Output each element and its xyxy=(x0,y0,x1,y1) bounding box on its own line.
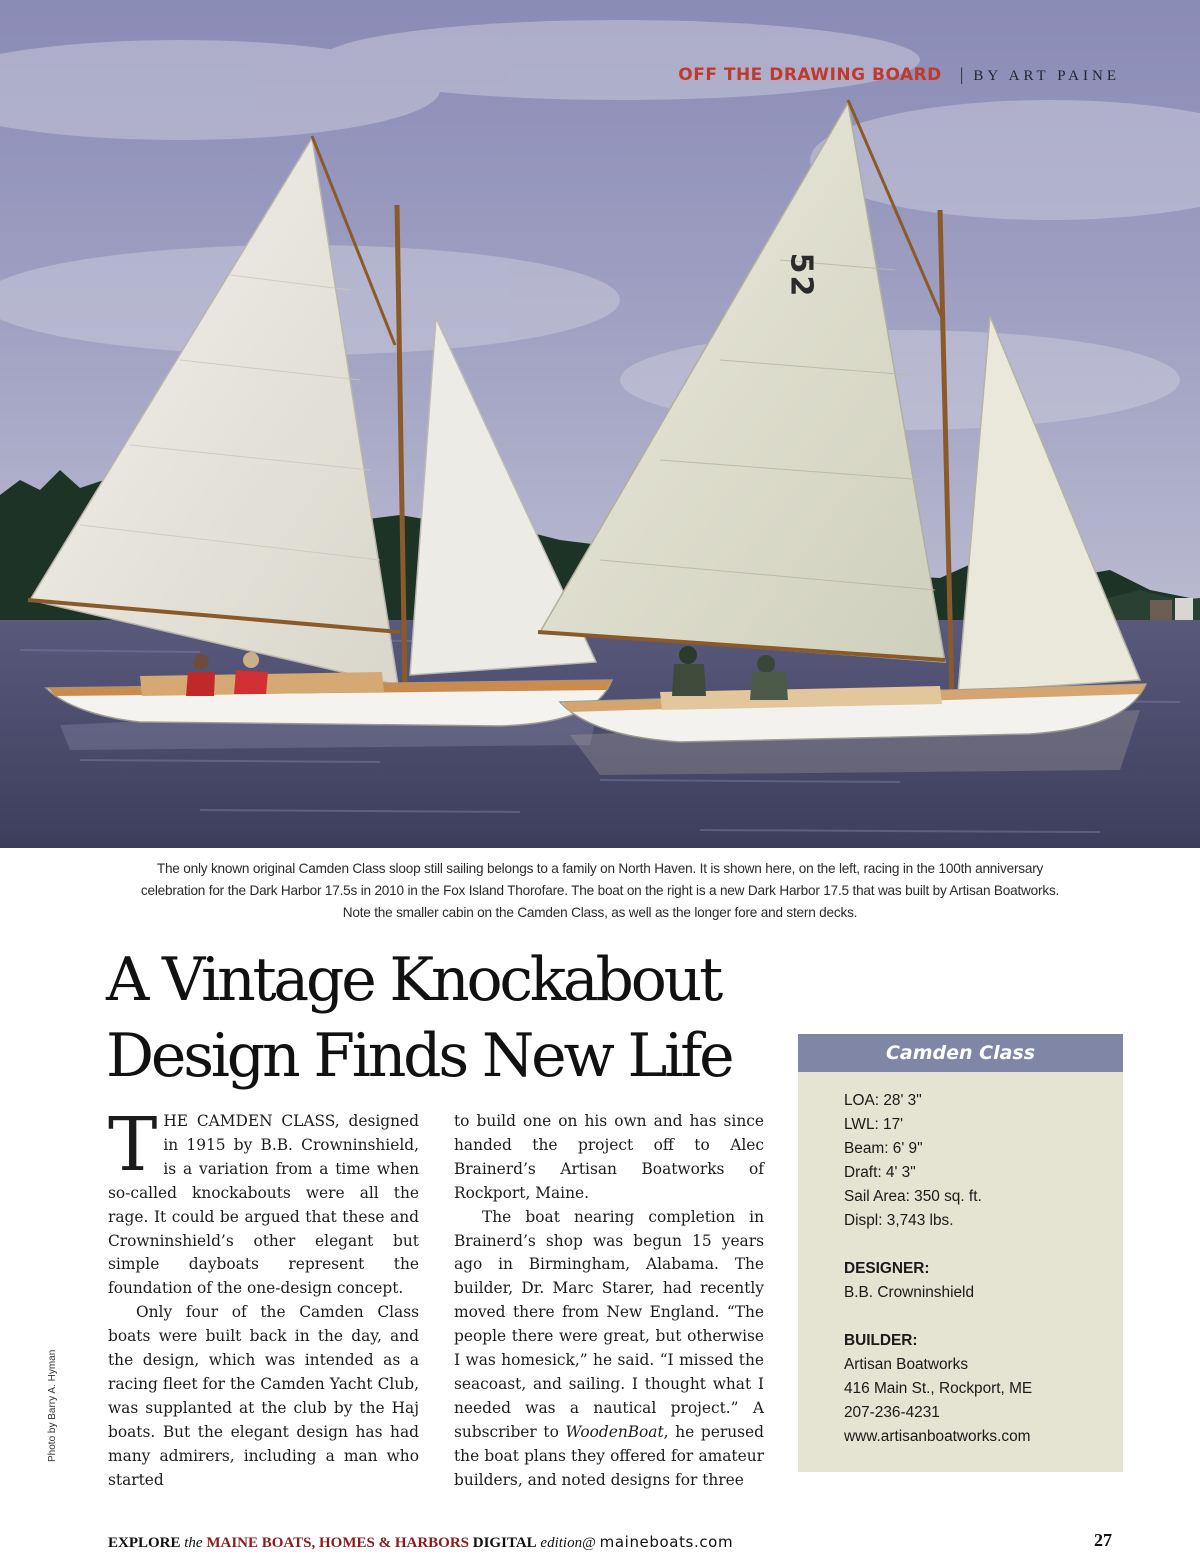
spec-sidebar xyxy=(798,1034,1123,1472)
spec-lwl: LWL: 17' xyxy=(844,1116,904,1133)
sail-number: 52 xyxy=(783,252,819,299)
article-title xyxy=(106,942,786,1094)
spec-displacement: Displ: 3,743 lbs. xyxy=(844,1212,954,1229)
spec-sail-area: Sail Area: 350 sq. ft. xyxy=(844,1188,982,1205)
designer-heading: DESIGNER: xyxy=(844,1260,930,1277)
builder-name: Artisan Boatworks xyxy=(844,1356,969,1373)
title-line: A Vintage Knockabout xyxy=(106,945,720,1015)
body-column-2 xyxy=(454,1110,764,1493)
spec-beam: Beam: 6' 9" xyxy=(844,1140,923,1157)
spec-draft: Draft: 4' 3" xyxy=(844,1164,916,1181)
footer-website-link[interactable]: maineboats.com xyxy=(599,1533,734,1551)
footer-edition: edition xyxy=(540,1535,583,1551)
footer-promo xyxy=(108,1533,733,1552)
designer-name: B.B. Crowninshield xyxy=(844,1284,975,1301)
photo-caption xyxy=(90,858,1110,924)
footer-the: the xyxy=(184,1535,203,1551)
spec-list xyxy=(798,1072,1123,1449)
page-number: 27 xyxy=(1094,1530,1112,1550)
builder-heading: BUILDER: xyxy=(844,1332,918,1349)
footer-digital: DIGITAL xyxy=(472,1535,537,1551)
paragraph-text: , he perused the boat plans they offered for amateur builders, and noted designs for three xyxy=(454,1422,764,1489)
footer-at: @ xyxy=(582,1535,596,1551)
builder-address: 416 Main St., Rockport, ME xyxy=(844,1380,1033,1397)
paragraph-text: designed in 1915 by B.B. Crowninshield, is a variation from a time when so-called knockabouts were all the rage. It could be argued that these and Crowninshield’s other elegant but simple dayboats represent the foundation of the one-design concept. xyxy=(108,1112,419,1298)
footer-brand: MAINE BOATS, HOMES & HARBORS xyxy=(206,1535,470,1551)
drop-cap: T xyxy=(108,1102,158,1188)
byline: BY ART PAINE xyxy=(973,68,1120,84)
publication-title: WoodenBoat xyxy=(565,1422,664,1441)
title-line: Design Finds New Life xyxy=(106,1021,732,1091)
spec-loa: LOA: 28' 3" xyxy=(844,1092,922,1109)
paragraph xyxy=(108,1102,419,1301)
paragraph: Only four of the Camden Class boats were built back in the day, and the design, which was intended as a racing fleet for the Camden Yacht Club, was supplanted at the club by the Haj boats. But the elegant design has had many admirers, including a man who started xyxy=(108,1303,419,1489)
header-separator: | xyxy=(959,64,964,84)
lead-in: HE CAMDEN CLASS, xyxy=(163,1112,340,1130)
footer-explore: EXPLORE xyxy=(108,1535,181,1551)
builder-website[interactable]: www.artisanboatworks.com xyxy=(844,1428,1031,1445)
body-column-1 xyxy=(108,1102,419,1493)
photo-credit: Photo by Barry A. Hyman xyxy=(47,1349,58,1462)
spec-title: Camden Class xyxy=(798,1034,1123,1072)
paragraph: to build one on his own and has since handed the project off to Alec Brainerd’s Artisan Boatworks of Rockport, Maine. xyxy=(454,1112,764,1202)
paragraph-text: The boat nearing completion in Brainerd’s shop was begun 15 years ago in Birmingham, Alabama. The builder, Dr. Marc Starer, had recently moved there from New England. “The people there were great, but otherwise I was homesick,” he said. “I missed the seacoast, and sailing. I thought what I needed was a nautical project.” A subscriber to xyxy=(454,1207,764,1441)
caption-line: The only known original Camden Class sloop still sailing belongs to a family on North Haven. It is shown here, on the left, racing in the 100th anniversary xyxy=(156,861,1044,876)
paragraph xyxy=(454,1206,764,1493)
caption-line: Note the smaller cabin on the Camden Class, as well as the longer fore and stern decks. xyxy=(342,905,858,920)
builder-phone: 207-236-4231 xyxy=(844,1404,940,1421)
caption-line: celebration for the Dark Harbor 17.5s in 2010 in the Fox Island Thorofare. The boat on the right is a new Dark Harbor 17.5 that was built by Artisan Boatworks. xyxy=(140,883,1060,898)
section-header xyxy=(620,64,1120,85)
department-label: OFF THE DRAWING BOARD xyxy=(678,65,942,85)
